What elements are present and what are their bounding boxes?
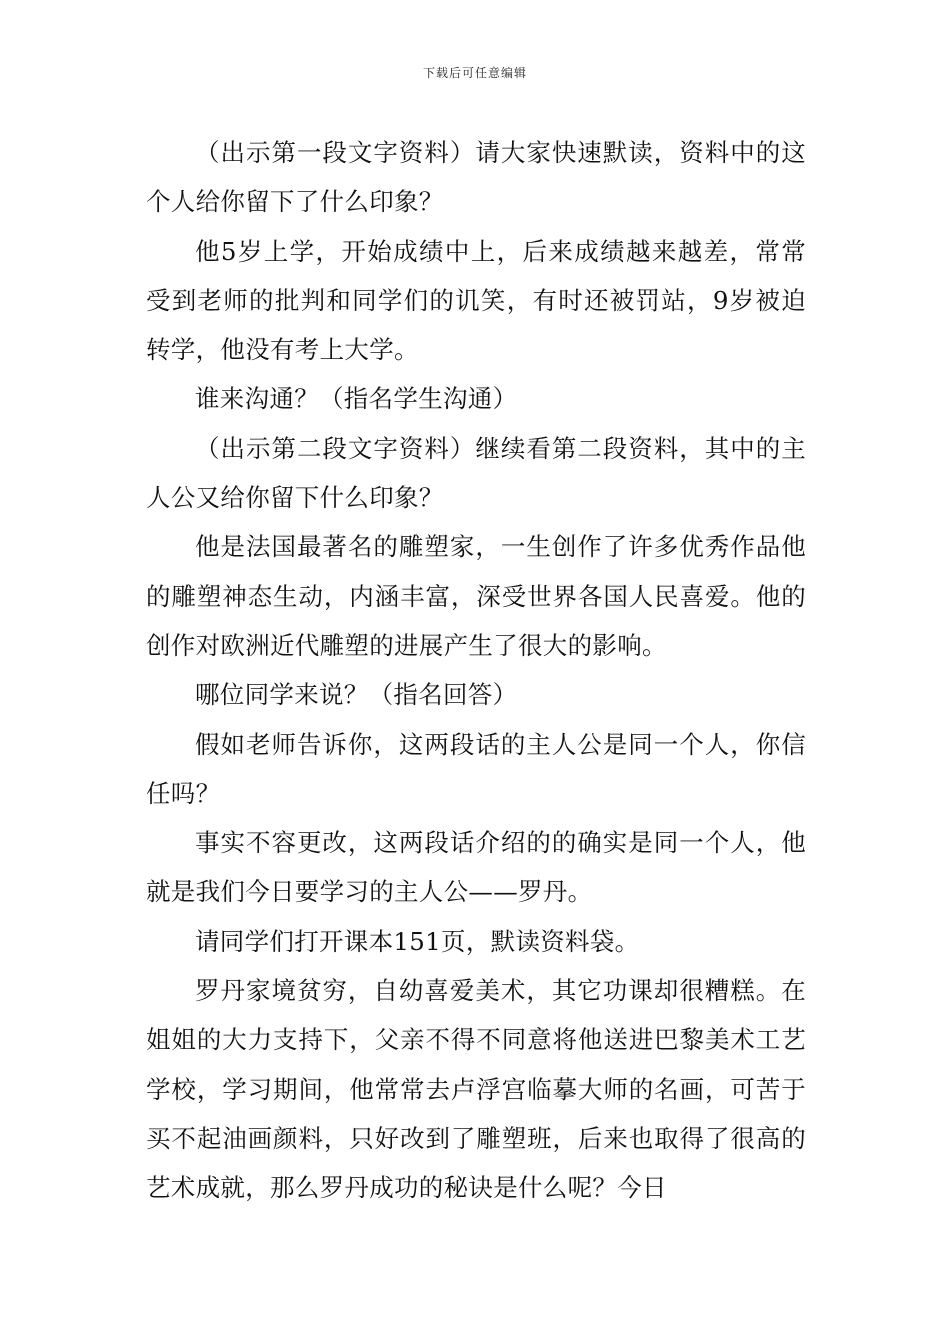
paragraph-2: 他5岁上学，开始成绩中上，后来成绩越来越差，常常受到老师的批判和同学们的讥笑，有时还被罚站，9岁被迫转学，他没有考上大学。 [146, 236, 806, 365]
paragraph-8: 事实不容更改，这两段话介绍的的确实是同一个人，他就是我们今日要学习的主人公——罗丹。 [146, 828, 806, 907]
paragraph-4: （出示第二段文字资料）继续看第二段资料，其中的主人公又给你留下什么印象？ [146, 433, 806, 513]
paragraph-6: 哪位同学来说？（指名回答） [195, 680, 518, 710]
paragraph-3: 谁来沟通？（指名学生沟通） [195, 384, 518, 414]
paragraph-5: 他是法国最著名的雕塑家，一生创作了许多优秀作品他的雕塑神态生动，内涵丰富，深受世界各国人民喜爱。他的创作对欧洲近代雕塑的进展产生了很大的影响。 [146, 532, 806, 660]
paragraph-1: （出示第一段文字资料）请大家快速默读，资料中的这个人给你留下了什么印象？ [146, 138, 806, 217]
paragraph-7: 假如老师告诉你，这两段话的主人公是同一个人，你信任吗？ [146, 729, 806, 808]
paragraph-9: 请同学们打开课本151页，默读资料袋。 [195, 926, 640, 956]
paragraph-10: 罗丹家境贫穷，自幼喜爱美术，其它功课却很糟糕。在姐姐的大力支持下，父亲不得不同意将他送进巴黎美术工艺学校，学习期间，他常常去卢浮宫临摹大师的名画，可苦于买不起油画颜料，只好改到了雕塑班，后来也取得了很高的艺术成就，那么罗丹成功的秘诀是什么呢？今日 [146, 976, 806, 1203]
document-body [146, 128, 806, 1213]
page-header: 下载后可任意编辑 [422, 66, 527, 80]
